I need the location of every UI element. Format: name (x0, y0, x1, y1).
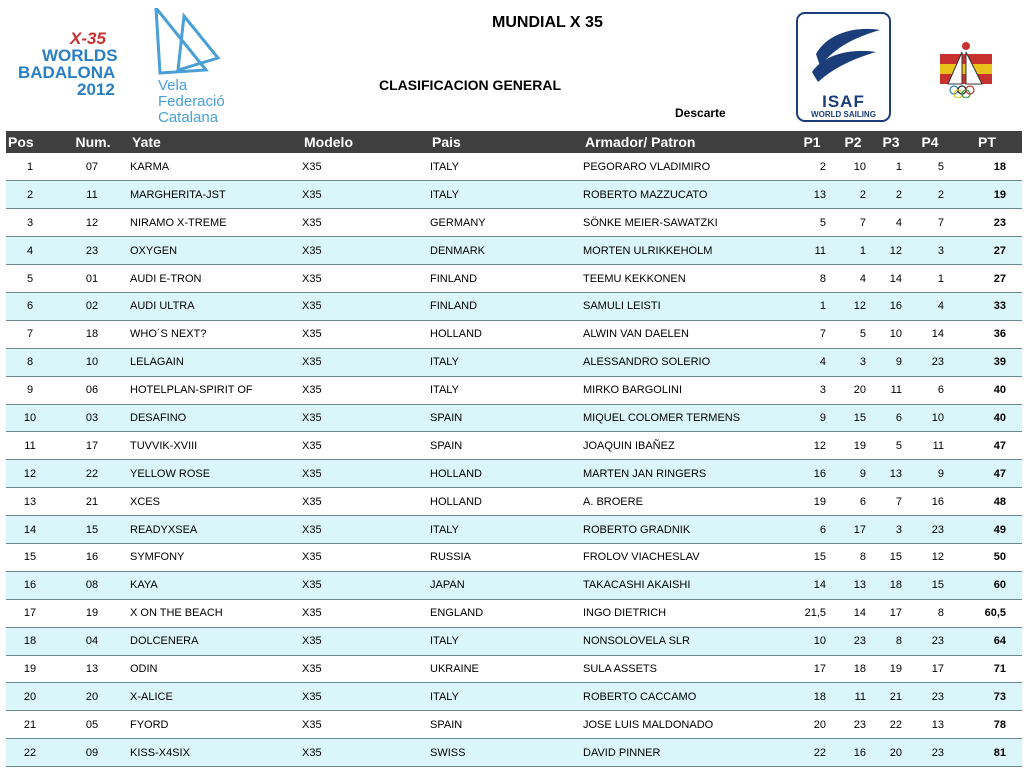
cell-modelo: X35 (302, 328, 322, 341)
cell-p4: 10 (931, 411, 944, 424)
table-row (6, 571, 1022, 599)
cell-p2: 7 (859, 216, 866, 229)
vela-line1: Vela (158, 77, 188, 94)
cell-armador: DAVID PINNER (583, 746, 661, 759)
cell-armador: TEEMU KEKKONEN (583, 272, 686, 285)
cell-p3: 15 (889, 551, 902, 564)
cell-p1: 19 (813, 495, 826, 508)
cell-yate: AUDI E-TRON (130, 272, 202, 285)
cell-p1: 17 (813, 662, 826, 675)
cell-pais: ENGLAND (430, 607, 484, 620)
cell-modelo: X35 (302, 551, 322, 564)
cell-pais: ITALY (430, 523, 459, 536)
cell-yate: OXYGEN (130, 244, 178, 257)
cell-armador: MIRKO BARGOLINI (583, 384, 683, 397)
cell-modelo: X35 (302, 244, 322, 257)
cell-pais: FINLAND (430, 272, 478, 285)
cell-p1: 13 (813, 188, 826, 201)
cell-p1: 18 (813, 690, 826, 703)
cell-pt: 60 (993, 579, 1006, 592)
cell-armador: PEGORARO VLADIMIRO (583, 160, 711, 173)
cell-modelo: X35 (302, 523, 322, 536)
cell-pt: 33 (993, 300, 1006, 313)
cell-yate: TUVVIK-XVIII (130, 439, 198, 452)
cell-p3: 6 (895, 411, 902, 424)
page-title: MUNDIAL X 35 (492, 14, 603, 31)
cell-armador: NONSOLOVELA SLR (583, 635, 690, 648)
cell-pais: ITALY (430, 635, 459, 648)
cell-pt: 48 (993, 495, 1006, 508)
cell-modelo: X35 (302, 384, 322, 397)
cell-p1: 8 (819, 272, 826, 285)
cell-p2: 11 (854, 690, 866, 703)
cell-p4: 9 (937, 467, 944, 480)
cell-p3: 2 (895, 188, 902, 201)
cell-p1: 15 (813, 551, 826, 564)
table-row (6, 153, 1022, 181)
cell-p3: 13 (889, 467, 902, 480)
cell-yate: DESAFINO (130, 411, 187, 424)
table-row (6, 404, 1022, 432)
table-header-row (6, 131, 1022, 153)
cell-p1: 12 (813, 439, 826, 452)
cell-p1: 4 (819, 356, 826, 369)
results-table (6, 131, 1022, 767)
cell-p2: 9 (859, 467, 866, 480)
cell-p4: 17 (931, 662, 944, 675)
table-row (6, 265, 1022, 293)
cell-p3: 22 (889, 718, 902, 731)
vela-line2: Federació (158, 93, 225, 110)
cell-pt: 50 (993, 551, 1006, 564)
cell-pais: SWISS (430, 746, 466, 759)
cell-armador: ALWIN VAN DAELEN (583, 328, 689, 341)
cell-yate: HOTELPLAN-SPIRIT OF (130, 384, 253, 397)
cell-pos: 6 (26, 300, 34, 313)
cell-p4: 12 (931, 551, 944, 564)
cell-p1: 11 (814, 244, 826, 257)
cell-yate: SYMFONY (130, 551, 185, 564)
cell-armador: JOAQUIN IBAÑEZ (583, 439, 675, 452)
cell-yate: X ON THE BEACH (130, 607, 223, 620)
cell-p2: 4 (859, 272, 866, 285)
cell-num: 15 (85, 523, 99, 536)
cell-pos: 17 (23, 607, 37, 620)
cell-p2: 10 (853, 160, 866, 173)
cell-p3: 18 (889, 579, 902, 592)
cell-p2: 5 (859, 328, 866, 341)
cell-p4: 13 (931, 718, 944, 731)
cell-p2: 6 (859, 495, 866, 508)
cell-pais: ITALY (430, 384, 459, 397)
cell-p3: 16 (889, 300, 902, 313)
cell-p3: 5 (895, 439, 902, 452)
cell-p3: 1 (895, 160, 902, 173)
table-row (6, 348, 1022, 376)
cell-p1: 2 (819, 160, 826, 173)
cell-p4: 5 (937, 160, 944, 173)
cell-p1: 9 (819, 411, 826, 424)
column-header-pt: PT (978, 134, 996, 150)
table-row (6, 543, 1022, 571)
cell-p3: 12 (889, 244, 902, 257)
cell-num: 12 (85, 216, 99, 229)
column-header-num: Num. (75, 134, 111, 150)
cell-p4: 14 (931, 328, 944, 341)
cell-yate: WHO´S NEXT? (130, 328, 207, 341)
cell-pos: 20 (23, 690, 37, 703)
cell-yate: MARGHERITA-JST (130, 188, 226, 201)
cell-num: 03 (85, 411, 99, 424)
cell-p2: 1 (859, 244, 866, 257)
cell-modelo: X35 (302, 662, 322, 675)
cell-num: 04 (85, 635, 99, 648)
table-row (6, 683, 1022, 711)
cell-yate: AUDI ULTRA (130, 300, 195, 313)
cell-num: 17 (85, 439, 99, 452)
cell-p4: 3 (937, 244, 944, 257)
column-header-p4: P4 (921, 134, 939, 150)
cell-p1: 1 (819, 300, 826, 313)
cell-pos: 9 (26, 384, 34, 397)
cell-p3: 10 (889, 328, 902, 341)
cell-pos: 3 (26, 216, 34, 229)
cell-yate: X-ALICE (130, 690, 173, 703)
logo-line-worlds: WORLDS (42, 46, 118, 65)
cell-yate: READYXSEA (130, 523, 198, 536)
cell-pt: 78 (993, 718, 1006, 731)
cell-num: 11 (86, 188, 98, 201)
cell-num: 08 (85, 579, 99, 592)
cell-armador: TAKACASHI AKAISHI (583, 579, 691, 592)
cell-armador: SAMULI LEISTI (583, 300, 661, 313)
column-header-modelo: Modelo (304, 134, 353, 150)
cell-pos: 5 (26, 272, 34, 285)
cell-p3: 9 (895, 356, 902, 369)
cell-modelo: X35 (302, 188, 322, 201)
cell-num: 02 (85, 300, 99, 313)
page-header (0, 0, 1024, 130)
isaf-logo (796, 12, 891, 122)
cell-p3: 8 (895, 635, 902, 648)
cell-modelo: X35 (302, 579, 322, 592)
cell-modelo: X35 (302, 300, 322, 313)
cell-pt: 23 (993, 216, 1006, 229)
cell-p1: 21,5 (804, 607, 826, 620)
cell-modelo: X35 (302, 439, 322, 452)
cell-yate: KISS-X4SIX (130, 746, 190, 759)
cell-num: 19 (85, 607, 99, 620)
cell-armador: ALESSANDRO SOLERIO (583, 356, 711, 369)
table-row (6, 292, 1022, 320)
table-row (6, 376, 1022, 404)
cell-pais: ITALY (430, 356, 459, 369)
cell-pos: 4 (26, 244, 34, 257)
table-row (6, 320, 1022, 348)
cell-yate: KARMA (130, 160, 170, 173)
cell-armador: INGO DIETRICH (583, 607, 667, 620)
cell-p1: 7 (819, 328, 826, 341)
cell-armador: SULA ASSETS (583, 662, 657, 675)
cell-modelo: X35 (302, 690, 322, 703)
cell-p4: 6 (937, 384, 944, 397)
table-row (6, 516, 1022, 544)
cell-p2: 16 (853, 746, 866, 759)
cell-p3: 3 (895, 523, 902, 536)
cell-pais: RUSSIA (430, 551, 471, 564)
cell-p3: 7 (895, 495, 902, 508)
cell-pais: ITALY (430, 188, 459, 201)
vela-line3: Catalana (158, 109, 219, 126)
cell-yate: XCES (130, 495, 160, 508)
cell-num: 20 (85, 690, 99, 703)
cell-p1: 14 (813, 579, 826, 592)
cell-p4: 23 (931, 523, 944, 536)
cell-p1: 5 (819, 216, 826, 229)
logo-line-x35: X-35 (70, 29, 106, 48)
cell-pais: SPAIN (430, 718, 463, 731)
cell-p1: 3 (819, 384, 826, 397)
cell-pais: GERMANY (430, 216, 486, 229)
cell-yate: FYORD (130, 718, 169, 731)
cell-p4: 4 (937, 300, 944, 313)
cell-num: 16 (85, 551, 99, 564)
cell-pt: 49 (993, 523, 1006, 536)
cell-p3: 19 (889, 662, 902, 675)
cell-pt: 81 (993, 746, 1006, 759)
table-row (6, 711, 1022, 739)
cell-p4: 23 (931, 356, 944, 369)
table-row (6, 209, 1022, 237)
cell-pt: 40 (993, 384, 1006, 397)
cell-p1: 20 (813, 718, 826, 731)
cell-modelo: X35 (302, 272, 322, 285)
cell-modelo: X35 (302, 495, 322, 508)
column-header-p3: P3 (882, 134, 900, 150)
cell-num: 23 (85, 244, 99, 257)
cell-p4: 7 (937, 216, 944, 229)
cell-pos: 1 (26, 160, 34, 173)
cell-p1: 22 (813, 746, 826, 759)
cell-armador: ROBERTO CACCAMO (583, 690, 697, 703)
cell-num: 01 (85, 272, 99, 285)
cell-p4: 8 (937, 607, 944, 620)
cell-modelo: X35 (302, 356, 322, 369)
cell-armador: MIQUEL COLOMER TERMENS (583, 411, 741, 424)
cell-pais: HOLLAND (430, 328, 482, 341)
cell-pt: 64 (993, 635, 1006, 648)
cell-pais: JAPAN (430, 579, 465, 592)
cell-pais: FINLAND (430, 300, 478, 313)
table-row (6, 655, 1022, 683)
page-subtitle: CLASIFICACION GENERAL (379, 77, 561, 93)
cell-p1: 16 (813, 467, 826, 480)
logo-line-badalona: BADALONA (18, 63, 116, 82)
cell-num: 18 (85, 328, 99, 341)
cell-num: 07 (85, 160, 99, 173)
cell-armador: JOSE LUIS MALDONADO (583, 718, 714, 731)
cell-p2: 23 (853, 635, 866, 648)
isaf-word: ISAF (822, 92, 865, 111)
cell-p2: 13 (853, 579, 866, 592)
cell-pais: DENMARK (430, 244, 486, 257)
cell-p3: 17 (889, 607, 902, 620)
cell-p1: 6 (819, 523, 826, 536)
cell-pos: 12 (23, 467, 37, 480)
rfev-crest-logo (936, 40, 996, 98)
cell-pt: 27 (993, 244, 1006, 257)
cell-pais: UKRAINE (430, 662, 479, 675)
cell-armador: MARTEN JAN RINGERS (583, 467, 707, 480)
cell-num: 06 (85, 384, 99, 397)
cell-pt: 60,5 (984, 607, 1006, 620)
cell-num: 22 (85, 467, 99, 480)
cell-p2: 15 (853, 411, 866, 424)
table-row (6, 739, 1022, 767)
cell-modelo: X35 (302, 718, 322, 731)
cell-modelo: X35 (302, 411, 322, 424)
cell-yate: NIRAMO X-TREME (130, 216, 227, 229)
cell-p3: 11 (890, 384, 902, 397)
cell-pos: 18 (23, 635, 37, 648)
cell-p4: 15 (931, 579, 944, 592)
cell-p2: 8 (859, 551, 866, 564)
cell-p3: 20 (889, 746, 902, 759)
table-row (6, 181, 1022, 209)
cell-p4: 23 (931, 690, 944, 703)
cell-pos: 7 (26, 328, 34, 341)
cell-pos: 8 (26, 356, 34, 369)
cell-pos: 14 (23, 523, 37, 536)
table-row (6, 627, 1022, 655)
cell-p4: 23 (931, 635, 944, 648)
cell-p2: 19 (853, 439, 866, 452)
cell-pos: 21 (23, 718, 37, 731)
cell-armador: A. BROERE (583, 495, 643, 508)
table-row (6, 599, 1022, 627)
cell-pos: 2 (26, 188, 34, 201)
cell-pt: 47 (993, 439, 1006, 452)
cell-p3: 14 (889, 272, 902, 285)
column-header-armador-patron: Armador/ Patron (585, 134, 696, 150)
cell-num: 09 (85, 746, 99, 759)
cell-modelo: X35 (302, 607, 322, 620)
cell-p2: 17 (853, 523, 866, 536)
cell-pos: 15 (23, 551, 37, 564)
column-header-pais: Pais (432, 134, 461, 150)
table-row (6, 460, 1022, 488)
cell-p4: 2 (937, 188, 944, 201)
cell-pais: SPAIN (430, 411, 463, 424)
column-header-pos: Pos (8, 134, 34, 150)
cell-pos: 10 (23, 411, 37, 424)
cell-armador: SÖNKE MEIER-SAWATZKI (583, 216, 718, 229)
cell-p3: 4 (895, 216, 902, 229)
cell-pt: 19 (993, 188, 1006, 201)
cell-num: 05 (85, 718, 99, 731)
cell-modelo: X35 (302, 746, 322, 759)
x35-worlds-badalona-logo (18, 30, 118, 106)
cell-pt: 27 (993, 272, 1006, 285)
cell-p2: 12 (853, 300, 866, 313)
cell-p2: 14 (853, 607, 866, 620)
cell-armador: ROBERTO GRADNIK (583, 523, 691, 536)
cell-modelo: X35 (302, 160, 322, 173)
cell-pos: 13 (23, 495, 37, 508)
cell-pais: HOLLAND (430, 467, 482, 480)
table-row (6, 488, 1022, 516)
cell-p4: 23 (931, 746, 944, 759)
cell-yate: KAYA (130, 579, 158, 592)
cell-yate: LELAGAIN (130, 356, 184, 369)
cell-p1: 10 (813, 635, 826, 648)
cell-pos: 11 (24, 439, 36, 452)
cell-pt: 40 (993, 411, 1006, 424)
table-row (6, 237, 1022, 265)
cell-pt: 36 (993, 328, 1006, 341)
column-header-p2: P2 (844, 134, 862, 150)
isaf-sails-icon (798, 14, 889, 90)
cell-pais: HOLLAND (430, 495, 482, 508)
cell-p2: 3 (859, 356, 866, 369)
cell-yate: YELLOW ROSE (130, 467, 211, 480)
cell-armador: FROLOV VIACHESLAV (583, 551, 700, 564)
isaf-subtitle: WORLD SAILING (811, 110, 876, 119)
cell-modelo: X35 (302, 635, 322, 648)
cell-pais: ITALY (430, 690, 459, 703)
table-body (6, 153, 1022, 767)
cell-modelo: X35 (302, 216, 322, 229)
cell-p4: 1 (937, 272, 944, 285)
cell-num: 10 (85, 356, 99, 369)
cell-pt: 47 (993, 467, 1006, 480)
cell-armador: MORTEN ULRIKKEHOLM (583, 244, 713, 257)
cell-pt: 73 (993, 690, 1006, 703)
cell-pos: 22 (23, 746, 37, 759)
cell-pos: 19 (23, 662, 37, 675)
cell-pos: 16 (23, 579, 37, 592)
cell-pt: 71 (993, 662, 1006, 675)
cell-p4: 11 (932, 439, 944, 452)
cell-modelo: X35 (302, 467, 322, 480)
column-header-p1: P1 (803, 134, 821, 150)
cell-p4: 16 (931, 495, 944, 508)
cell-num: 21 (85, 495, 99, 508)
cell-pais: ITALY (430, 160, 459, 173)
column-header-yate: Yate (132, 134, 161, 150)
vela-federacio-logo-text (158, 78, 225, 126)
logo-line-year: 2012 (77, 80, 115, 99)
descarte-label: Descarte (675, 106, 726, 120)
cell-p2: 20 (853, 384, 866, 397)
cell-pais: SPAIN (430, 439, 463, 452)
cell-yate: DOLCENERA (130, 635, 199, 648)
table-row (6, 432, 1022, 460)
cell-p2: 18 (853, 662, 866, 675)
cell-num: 13 (85, 662, 99, 675)
cell-p2: 2 (859, 188, 866, 201)
cell-armador: ROBERTO MAZZUCATO (583, 188, 708, 201)
cell-yate: ODIN (130, 662, 158, 675)
cell-pt: 39 (993, 356, 1006, 369)
cell-p2: 23 (853, 718, 866, 731)
cell-p3: 21 (889, 690, 902, 703)
cell-pt: 18 (993, 160, 1006, 173)
